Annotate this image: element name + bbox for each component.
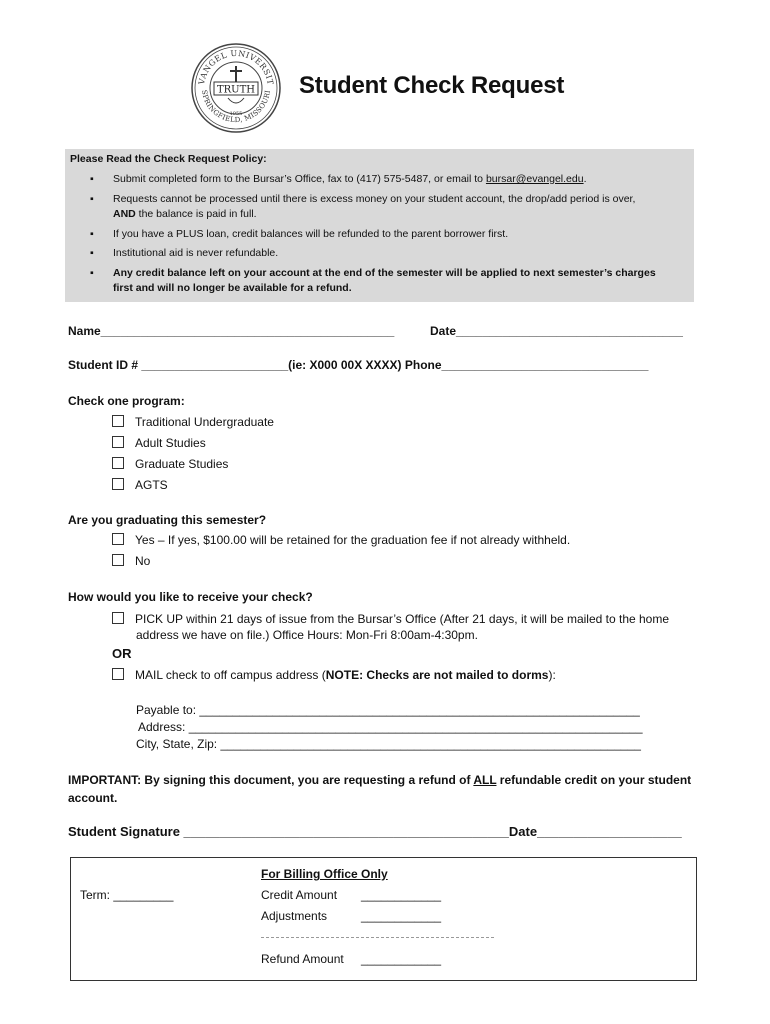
program-option-agts[interactable] bbox=[112, 478, 168, 492]
policy-item-3 bbox=[90, 227, 690, 242]
notice-text-underlined: ALL bbox=[473, 773, 497, 787]
checkbox[interactable] bbox=[112, 668, 124, 680]
policy-text: Requests cannot be processed until there is excess money on your student account, the drop/add period is over, bbox=[113, 193, 636, 205]
option-label: Yes – If yes, $100.00 will be retained for the graduation fee if not already withheld. bbox=[135, 533, 571, 547]
seal-center-text: TRUTH bbox=[216, 84, 256, 96]
payable-to-field[interactable]: Payable to: __________________________________________________________________ bbox=[136, 703, 640, 717]
bullet-icon: ▪ bbox=[90, 193, 94, 205]
checkbox[interactable] bbox=[112, 478, 124, 490]
name-field[interactable]: Name____________________________________________ bbox=[68, 324, 395, 338]
program-heading: Check one program: bbox=[68, 394, 185, 408]
policy-heading: Please Read the Check Request Policy: bbox=[70, 153, 267, 165]
graduating-no-option[interactable] bbox=[112, 554, 150, 568]
program-option-graduate[interactable] bbox=[112, 457, 228, 471]
checkbox[interactable] bbox=[112, 554, 124, 566]
policy-text-bold: first and will no longer be available for a refund. bbox=[113, 282, 352, 294]
notice-text: IMPORTANT: By signing this document, you are requesting a refund of bbox=[68, 773, 474, 787]
university-seal bbox=[190, 42, 282, 134]
notice-text: refundable credit on your student bbox=[496, 773, 692, 787]
option-label-bold: NOTE: Checks are not mailed to dorms bbox=[325, 668, 549, 682]
date-field[interactable]: Date__________________________________ bbox=[430, 324, 683, 338]
checkbox[interactable] bbox=[112, 533, 124, 545]
option-label: Graduate Studies bbox=[135, 457, 229, 471]
billing-heading: For Billing Office Only bbox=[261, 867, 388, 881]
signature-date-field[interactable]: Student Signature _____________________________________________Date____________________ bbox=[68, 824, 682, 839]
policy-text-bold: AND bbox=[113, 208, 136, 220]
bullet-icon: ▪ bbox=[90, 228, 94, 240]
important-notice bbox=[68, 771, 708, 807]
policy-text: Submit completed form to the Bursar’s Office, fax to (417) 575-5487, or email to bbox=[113, 173, 486, 185]
policy-item-4 bbox=[90, 246, 690, 261]
credit-amount-label: Credit Amount bbox=[261, 888, 338, 902]
policy-text: . bbox=[583, 173, 587, 185]
city-state-zip-field[interactable]: City, State, Zip: _______________________________________________________________ bbox=[136, 737, 641, 751]
checkbox[interactable] bbox=[112, 612, 124, 624]
page-title: Student Check Request bbox=[299, 72, 565, 99]
mail-option[interactable] bbox=[112, 668, 556, 682]
refund-amount-field[interactable]: ____________ bbox=[361, 952, 442, 966]
checkbox[interactable] bbox=[112, 436, 124, 448]
student-id-phone-field[interactable]: Student ID # ______________________(ie: X000 00X XXXX) Phone_______________________________ bbox=[68, 358, 649, 372]
receive-heading: How would you like to receive your check? bbox=[68, 590, 313, 604]
bursar-email-link[interactable]: bursar@evangel.edu bbox=[485, 173, 584, 185]
seal-ring-top: VANGEL UNIVERSIT bbox=[197, 48, 275, 86]
term-field[interactable]: Term: _________ bbox=[80, 888, 174, 902]
program-option-traditional[interactable] bbox=[112, 415, 274, 429]
adjustments-field[interactable]: ____________ bbox=[361, 909, 442, 923]
policy-text-bold: Any credit balance left on your account at the end of the semester will be applied to next semester’s charges bbox=[113, 267, 656, 279]
policy-item-1 bbox=[90, 172, 690, 187]
option-label: No bbox=[135, 554, 151, 568]
policy-text: the balance is paid in full. bbox=[135, 208, 257, 220]
refund-amount-label: Refund Amount bbox=[261, 952, 344, 966]
pickup-option[interactable] bbox=[112, 611, 712, 643]
seal-year: 1955 bbox=[229, 111, 243, 117]
graduating-heading: Are you graduating this semester? bbox=[68, 513, 267, 527]
adjustments-label: Adjustments bbox=[261, 909, 328, 923]
checkbox[interactable] bbox=[112, 415, 124, 427]
policy-text: If you have a PLUS loan, credit balances will be refunded to the parent borrower first. bbox=[113, 228, 509, 240]
option-label: Adult Studies bbox=[135, 436, 206, 450]
program-option-adult[interactable] bbox=[112, 436, 206, 450]
policy-item-5 bbox=[90, 266, 690, 296]
address-field[interactable]: Address: ____________________________________________________________________ bbox=[138, 720, 643, 734]
checkbox[interactable] bbox=[112, 457, 124, 469]
bullet-icon: ▪ bbox=[90, 267, 94, 279]
policy-item-2 bbox=[90, 192, 690, 222]
graduating-yes-option[interactable] bbox=[112, 533, 570, 547]
or-label: OR bbox=[112, 646, 132, 661]
option-label: Traditional Undergraduate bbox=[135, 415, 274, 429]
option-label: address we have on file.) Office Hours: Mon-Fri 8:00am-4:30pm. bbox=[136, 628, 478, 642]
option-label: MAIL check to off campus address ( bbox=[135, 668, 326, 682]
credit-amount-field[interactable]: ____________ bbox=[361, 888, 442, 902]
policy-text: Institutional aid is never refundable. bbox=[113, 247, 279, 259]
bullet-icon: ▪ bbox=[90, 173, 94, 185]
seal-ring-bottom: SPRINGFIELD, MISSOURI bbox=[200, 89, 272, 125]
notice-text: account. bbox=[68, 791, 118, 805]
option-label: PICK UP within 21 days of issue from the Bursar’s Office (After 21 days, it will be mailed to the home bbox=[135, 612, 670, 626]
option-label: ): bbox=[548, 668, 556, 682]
bullet-icon: ▪ bbox=[90, 247, 94, 259]
option-label: AGTS bbox=[135, 478, 168, 492]
divider bbox=[261, 937, 494, 938]
